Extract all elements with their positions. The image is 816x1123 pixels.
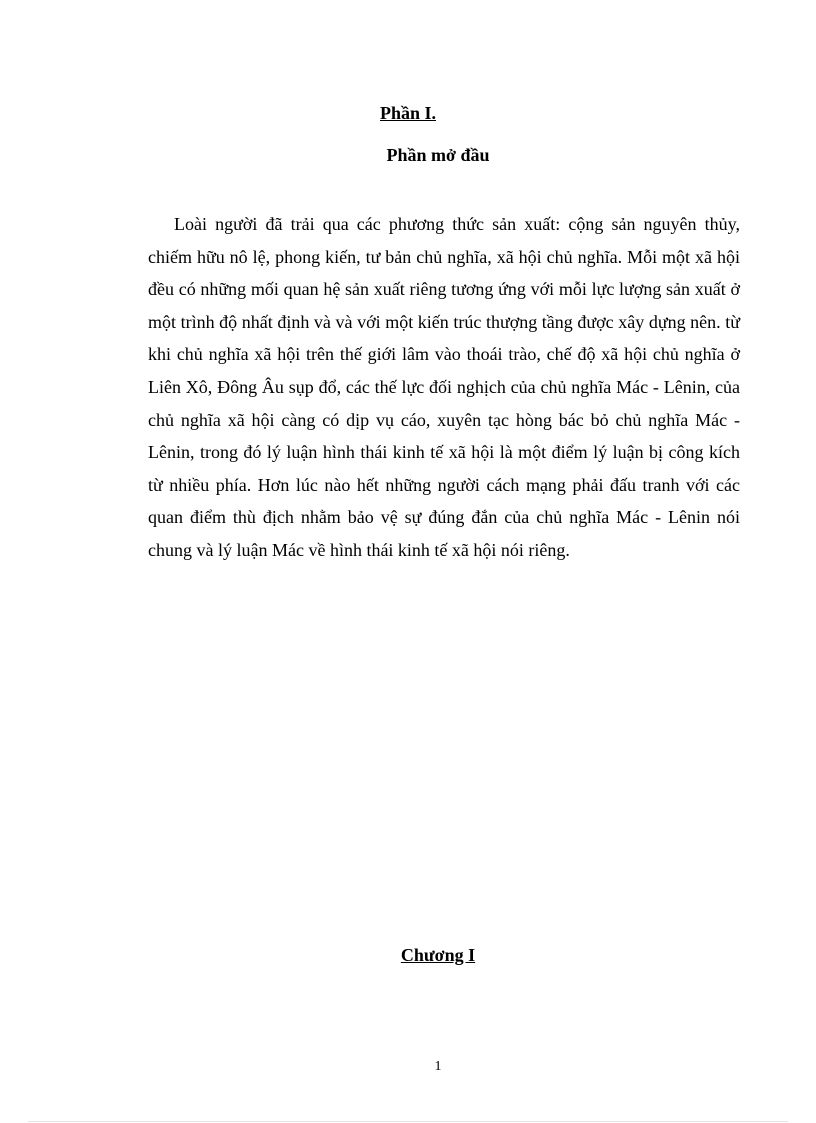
body-paragraph: Loài người đã trải qua các phương thức sản xuất: cộng sản nguyên thủy, chiếm hữu nô lệ, phong kiến, tư bản chủ nghĩa, xã hội chủ nghĩa. Mỗi một xã hội đều có những mối quan hệ sản xuất riêng tương ứng với mỗi lực lượng sản xuất ở một trình độ nhất định và và với một kiến trúc thượng tầng được xây dựng nên. từ khi chủ nghĩa xã hội trên thế giới lâm vào thoái trào, chế độ xã hội chủ nghĩa ở Liên Xô, Đông Âu sụp đổ, các thế lực đối nghịch của chủ nghĩa Mác - Lênin, của chủ nghĩa xã hội càng có dịp vụ cáo, xuyên tạc hòng bác bỏ chủ nghĩa Mác - Lênin, trong đó lý luận hình thái kinh tế xã hội là một điểm lý luận bị công kích từ nhiều phía. Hơn lúc nào hết những người cách mạng phải đấu tranh với các quan điểm thù địch nhằm bảo vệ sự đúng đắn của chủ nghĩa Mác - Lênin nói chung và lý luận Mác về hình thái kinh tế xã hội nói riêng.	[148, 214, 740, 560]
section-title: Phần mở đầu	[386, 145, 490, 165]
page-number: 1	[434, 1059, 442, 1074]
part-heading: Phần I.	[379, 103, 437, 123]
page-bottom-divider	[28, 1121, 788, 1122]
chapter-heading: Chương I	[400, 945, 476, 965]
